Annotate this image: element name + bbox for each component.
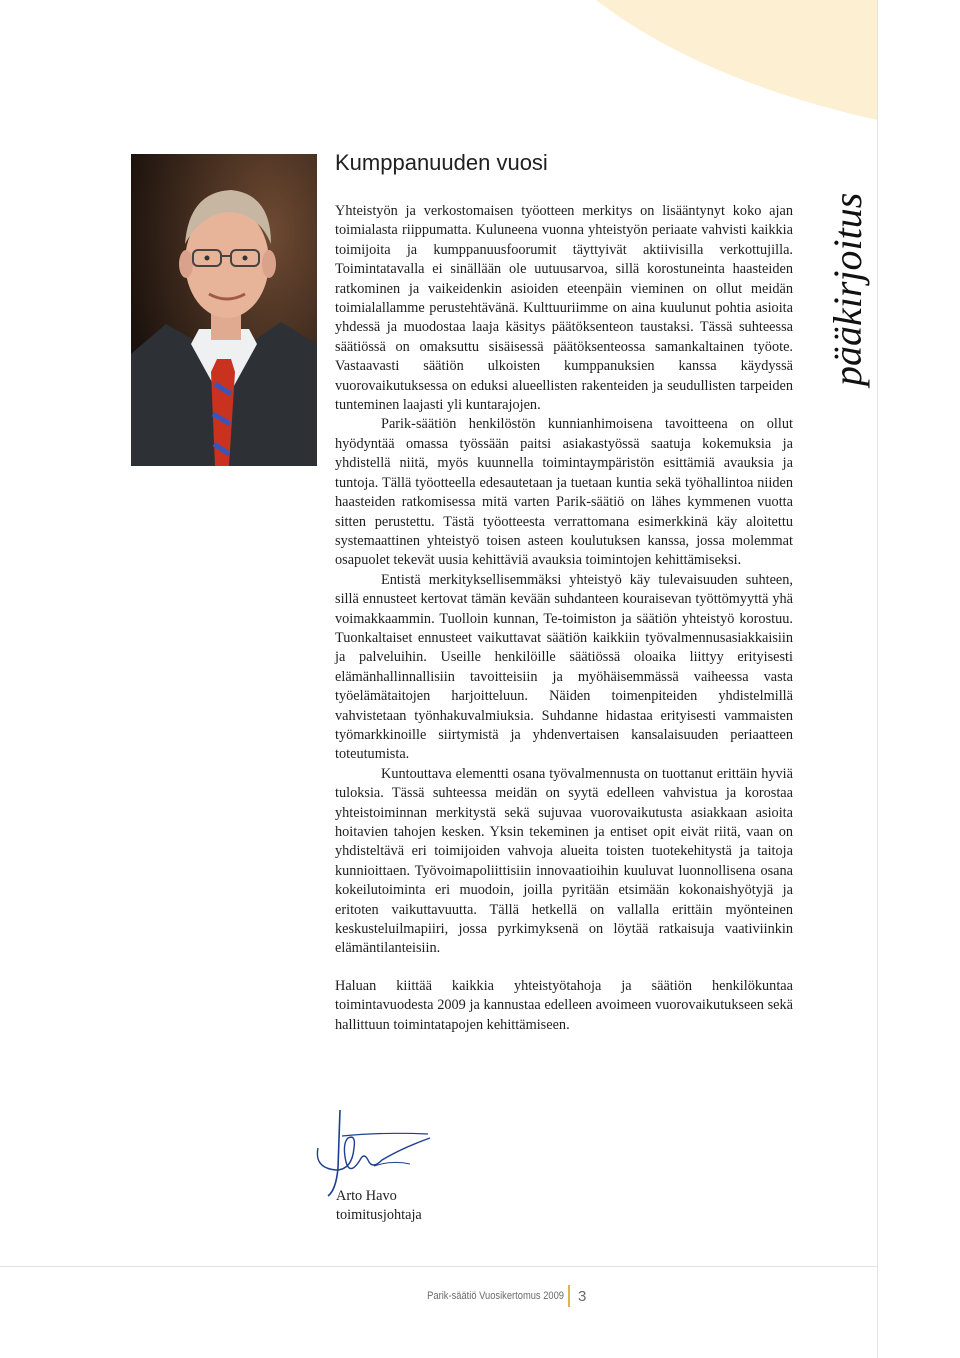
signer-block <box>336 1187 422 1226</box>
closing-paragraph: Haluan kiittää kaikkia yhteistyötahoja ja säätiön henkilökuntaa toimintavuodesta 2009 ja kannustaa edelleen avoimeen vuorovaikutukseen sekä hallittuun toimintatapojen kehittämiseen. <box>335 977 793 1033</box>
page-footer <box>403 1283 586 1309</box>
handwritten-signature <box>312 1104 432 1200</box>
signer-title: toimitusjohtaja <box>336 1207 422 1224</box>
report-name: Parik-säätiö Vuosikertomus 2009 <box>427 1290 565 1302</box>
footer-divider <box>568 1285 570 1307</box>
signer-name: Arto Havo <box>336 1188 397 1204</box>
paragraph: Kuntouttava elementti osana työvalmennusta on tuottanut erittäin hyviä tuloksia. Tässä suhteessa meidän on syytä edelleen vahvistua ja korostaa yhteistoiminnan merkitystä sekä sujuvaa vuorovaikutusta asiakkaan asioita hoitavien tahojen kesken. Yksin tekeminen ja entiset opit eivät riitä, vaan on yhdisteltävä eri toimijoiden vahvoja alueita toisten tuotekehitystä ja taitoja kunnioittaen. Työvoimapoliittisiin innovaatioihin kuuluvat luonnollisena osana kokeilutoiminta eri muodoin, joilla pyritään etsimään kokonaishyötyjä ja eritoten vaikuttavuutta. Tällä hetkellä on vallalla erittäin myönteinen keskusteluilmapiiri, jossa pyrkimyksenä on löytää ratkaisuja vaativiinkin elämäntilanteisiin. <box>335 765 793 957</box>
article-heading: Kumppanuuden vuosi <box>335 150 548 175</box>
paragraph: Parik-säätiön henkilöstön kunnianhimoisena tavoitteena on ollut hyödyntää omassa työssään paitsi asiakastyössä saatuja kokemuksia ja yhdistellä niitä, myös kuunnella toimintaympäristön esittämiä avauksia ja tuntoja. Tällä työotteella edesautetaan ja tuetaan kuntia sekä työhallintoa niiden haasteiden ratkomisessa mitä varten Parik-säätiö on lähes kymmenen vuotta sitten perustettu. Tästä työotteesta verrattomana esimerkkinä käy aloitettu systemaattinen yhteistyö toisen asteen koulutuksen kanssa, jossa molemmat osapuolet tekevät uusia kehittäviä avauksia toimintojen kehittämiseksi. <box>335 416 793 569</box>
section-title-vertical: pääkirjoitus <box>825 192 870 386</box>
margin-rule <box>877 0 878 1358</box>
paragraph: Entistä merkityksellisemmäksi yhteistyö käy tulevaisuuden suhteen, sillä ennusteet kertovat tämän kevään suhdanteen kouraisevan työttömyyttä yhä voimakkaammin. Tuolloin kunnan, Te-toimiston ja säätiön yhteistyö korostuu. Tuonkaltaiset ennusteet vaikuttavat säätiön kaikkiin työvalmennusasiakkaisiin ja palveluihin. Useille henkilöille säätiössä oloaika liittyy erityisesti elämänhallinnallisiin tavoitteisiin ja myöhäisemmässä vaiheessa vasta työelämätaitojen harjoitteluun. Näiden toimenpiteiden yhdistelmillä vahvistetaan työnhakuvalmiuksia. Suhdanne hidastaa erityisesti vammaisten työmarkkinoille siirtymistä ja yhdenvertaisen kansalaisuuden periaatteen toteutumista. <box>335 571 793 763</box>
paragraph: Yhteistyön ja verkostomaisen työotteen merkitys on lisääntynyt koko ajan toimialasta riippumatta. Kuluneena vuonna yhteistyön periaate vahvisti kaikkia toimijoita ja kumppanuusfoorumit täyttyivät aktiivisilla verkottujilla. Toimintatavalla ei sinällään ole uutuusarvoa, sillä korostuneinta haasteiden ratkominen ja vaikeidenkin asioiden eteenpäin vieminen on ollut meidän toimialallamme perustehtävänä. Kulttuuriimme on aina kuulunut pohtia asioita yhdessä ja muodostaa laaja käsitys päätöksenteon taustaksi. Tässä suhteessa säätiössä on omaksuttu sisäisessä päätöksenteossa samankaltainen työote. Vastaavasti säätiön ulkoisten kumppanuksien kanssa käydyssä vuorovaikutuksessa on eduksi alueellisten rakenteiden ja seudullisten tarpeiden tunteminen laajasti yli kuntarajojen. <box>335 203 793 414</box>
page-number: 3 <box>578 1287 587 1305</box>
article-body <box>335 202 793 1035</box>
footer-rule <box>0 1266 877 1267</box>
author-portrait <box>131 154 317 466</box>
